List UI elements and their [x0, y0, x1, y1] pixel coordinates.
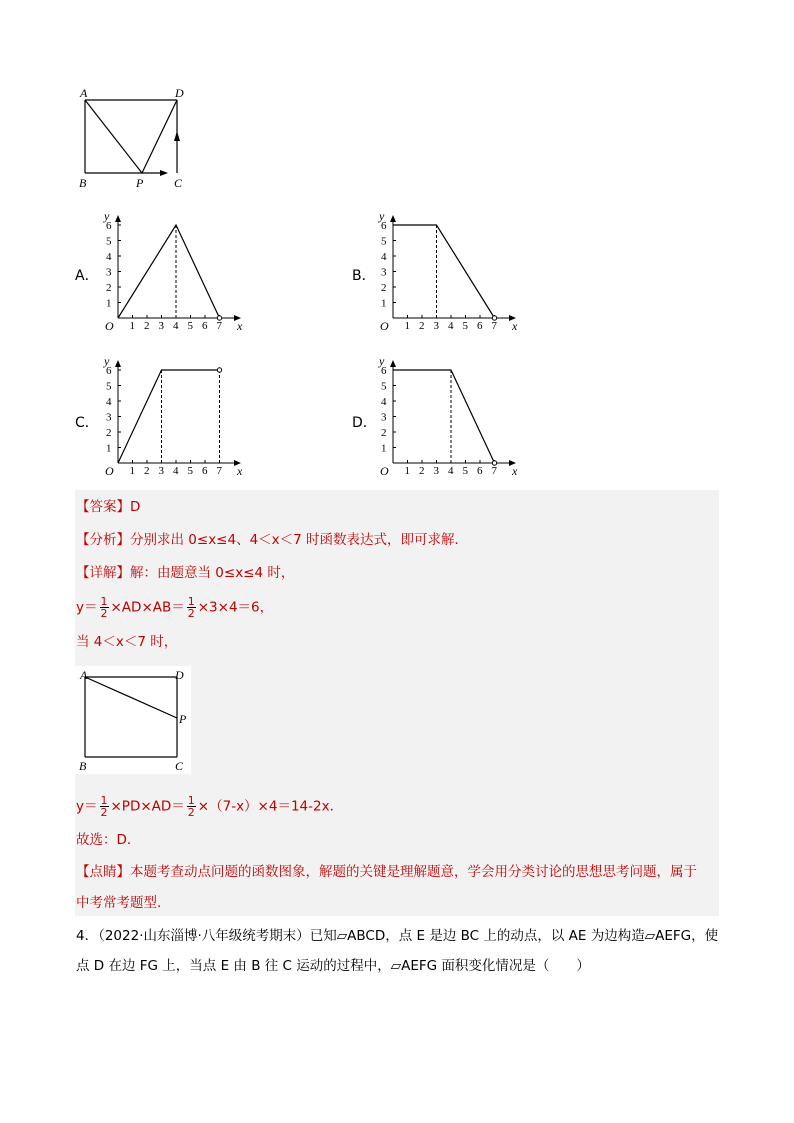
formula2-post: ×（7-x）×4＝14-2x．: [197, 798, 344, 815]
figure-square-point-on-cd: [75, 666, 191, 774]
answer-value: D: [130, 499, 141, 515]
fraction-half: $\frac{1}{2}$: [100, 794, 108, 819]
comment-line-1: [76, 862, 697, 882]
origin-label: O: [105, 319, 114, 333]
formula1-pre: y＝: [76, 599, 98, 616]
y-tick-label: 6: [381, 365, 387, 377]
label-D: D: [175, 668, 184, 682]
label-B: B: [79, 759, 87, 773]
option-d-label: D．: [352, 415, 377, 431]
x-tick-label: 7: [216, 465, 222, 477]
y-axis-label: y: [104, 210, 110, 223]
x-tick-label: 5: [187, 320, 193, 332]
graph-option-b: [375, 210, 520, 335]
formula2-mid: ×PD×AD＝: [110, 798, 185, 815]
x-tick-label: 1: [129, 320, 135, 332]
question-4-line-1: 4．（2022·山东淄博·八年级统考期末）已知▱ABCD，点 E 是边 BC 上的动点，以 AE 为边构造▱AEFG，使: [76, 928, 719, 944]
y-axis-label: y: [379, 355, 385, 368]
x-tick-label: 4: [448, 465, 454, 477]
y-tick-label: 4: [106, 396, 112, 408]
x-tick-label: 5: [462, 465, 468, 477]
y-tick-label: 2: [106, 427, 112, 439]
fraction-half: $\frac{1}{2}$: [100, 595, 108, 620]
y-tick-label: 3: [381, 411, 387, 424]
y-tick-label: 5: [106, 380, 112, 393]
y-tick-label: 3: [381, 266, 387, 279]
y-tick-label: 1: [106, 297, 112, 310]
y-tick-label: 5: [381, 235, 387, 248]
x-tick-label: 6: [477, 465, 483, 477]
y-tick-label: 5: [106, 235, 112, 248]
detail-line: [76, 563, 294, 583]
function-graph-line: [393, 370, 495, 463]
answer-tag: 【答案】: [76, 499, 130, 515]
formula-line-1: [76, 596, 273, 619]
origin-label: O: [380, 464, 389, 478]
x-axis-label: x: [237, 464, 243, 478]
formula-line-2: [76, 795, 343, 818]
comment-tag: 【点睛】: [76, 864, 130, 880]
y-tick-label: 1: [381, 442, 387, 455]
x-tick-label: 1: [404, 465, 410, 477]
fraction-half: $\frac{1}{2}$: [187, 595, 195, 620]
x-tick-label: 2: [419, 465, 425, 477]
analysis-text: 分别求出 0≤x≤4、4＜x＜7 时函数表达式，即可求解．: [130, 532, 469, 548]
x-tick-label: 7: [491, 465, 497, 477]
y-tick-label: 1: [106, 442, 112, 455]
option-b-label: B．: [352, 268, 376, 284]
y-axis-label: y: [104, 355, 110, 368]
fraction-half: $\frac{1}{2}$: [187, 794, 195, 819]
condition-line: 当 4＜x＜7 时，: [76, 634, 178, 650]
y-tick-label: 5: [381, 380, 387, 393]
option-c-label: C．: [75, 415, 99, 431]
x-tick-label: 1: [404, 320, 410, 332]
label-A: A: [80, 668, 88, 682]
x-tick-label: 5: [462, 320, 468, 332]
choose-line: 故选：D．: [76, 832, 141, 848]
answer-line: [76, 497, 140, 517]
label-P: P: [136, 176, 144, 190]
x-tick-label: 5: [187, 465, 193, 477]
x-tick-label: 1: [129, 465, 135, 477]
x-tick-label: 3: [433, 465, 439, 477]
y-tick-label: 6: [106, 365, 112, 377]
figure-square-moving-point: [76, 86, 196, 194]
x-tick-label: 3: [158, 465, 164, 477]
graph-option-d: [375, 355, 520, 480]
y-tick-label: 2: [381, 427, 387, 439]
x-axis-label: x: [237, 319, 243, 333]
open-endpoint: [492, 316, 496, 320]
option-a-label: A．: [75, 268, 99, 284]
analysis-tag: 【分析】: [76, 532, 130, 548]
x-tick-label: 6: [202, 465, 208, 477]
x-tick-label: 3: [433, 320, 439, 332]
comment-text-1: 本题考查动点问题的函数图象，解题的关键是理解题意，学会用分类讨论的思想思考问题，属于: [130, 864, 697, 880]
open-endpoint: [492, 461, 496, 465]
x-axis-label: x: [512, 319, 518, 333]
y-tick-label: 6: [106, 220, 112, 232]
label-C: C: [174, 176, 183, 190]
open-endpoint: [217, 368, 221, 372]
question-4-line-2: 点 D 在边 FG 上，当点 E 由 B 往 C 运动的过程中，▱AEFG 面积变化情况是（ ）: [76, 958, 590, 974]
label-C: C: [175, 759, 184, 773]
x-tick-label: 6: [477, 320, 483, 332]
detail-text: 解：由题意当 0≤x≤4 时，: [130, 565, 295, 581]
x-tick-label: 2: [144, 465, 150, 477]
open-endpoint: [217, 316, 221, 320]
y-tick-label: 3: [106, 411, 112, 424]
y-axis-arrow: [115, 360, 121, 367]
function-graph-line: [393, 225, 495, 318]
function-graph-line: [118, 225, 220, 318]
origin-label: O: [105, 464, 114, 478]
y-tick-label: 1: [381, 297, 387, 310]
comment-line-2: 中考常考题型．: [76, 895, 171, 911]
detail-tag: 【详解】: [76, 565, 130, 581]
formula1-mid: ×AD×AB＝: [110, 599, 185, 616]
graph-option-a: [100, 210, 245, 335]
y-tick-label: 4: [381, 251, 387, 263]
formula2-pre: y＝: [76, 798, 98, 815]
function-graph-line: [118, 370, 220, 463]
y-tick-label: 2: [381, 282, 387, 294]
y-tick-label: 4: [106, 251, 112, 263]
x-tick-label: 6: [202, 320, 208, 332]
label-A: A: [80, 86, 88, 100]
x-tick-label: 4: [173, 465, 179, 477]
y-axis-arrow: [115, 215, 121, 222]
formula1-post: ×3×4＝6，: [197, 599, 274, 616]
x-tick-label: 4: [173, 320, 179, 332]
x-tick-label: 3: [158, 320, 164, 332]
y-axis-arrow: [390, 360, 396, 367]
label-P: P: [179, 712, 187, 726]
label-D: D: [175, 86, 184, 100]
y-tick-label: 4: [381, 396, 387, 408]
x-tick-label: 7: [216, 320, 222, 332]
analysis-line: [76, 530, 468, 550]
x-tick-label: 2: [419, 320, 425, 332]
y-tick-label: 2: [106, 282, 112, 294]
y-axis-label: y: [379, 210, 385, 223]
y-axis-arrow: [390, 215, 396, 222]
origin-label: O: [380, 319, 389, 333]
y-tick-label: 3: [106, 266, 112, 279]
graph-option-c: [100, 355, 245, 480]
y-tick-label: 6: [381, 220, 387, 232]
label-B: B: [79, 176, 87, 190]
x-tick-label: 4: [448, 320, 454, 332]
x-tick-label: 7: [491, 320, 497, 332]
x-tick-label: 2: [144, 320, 150, 332]
x-axis-label: x: [512, 464, 518, 478]
